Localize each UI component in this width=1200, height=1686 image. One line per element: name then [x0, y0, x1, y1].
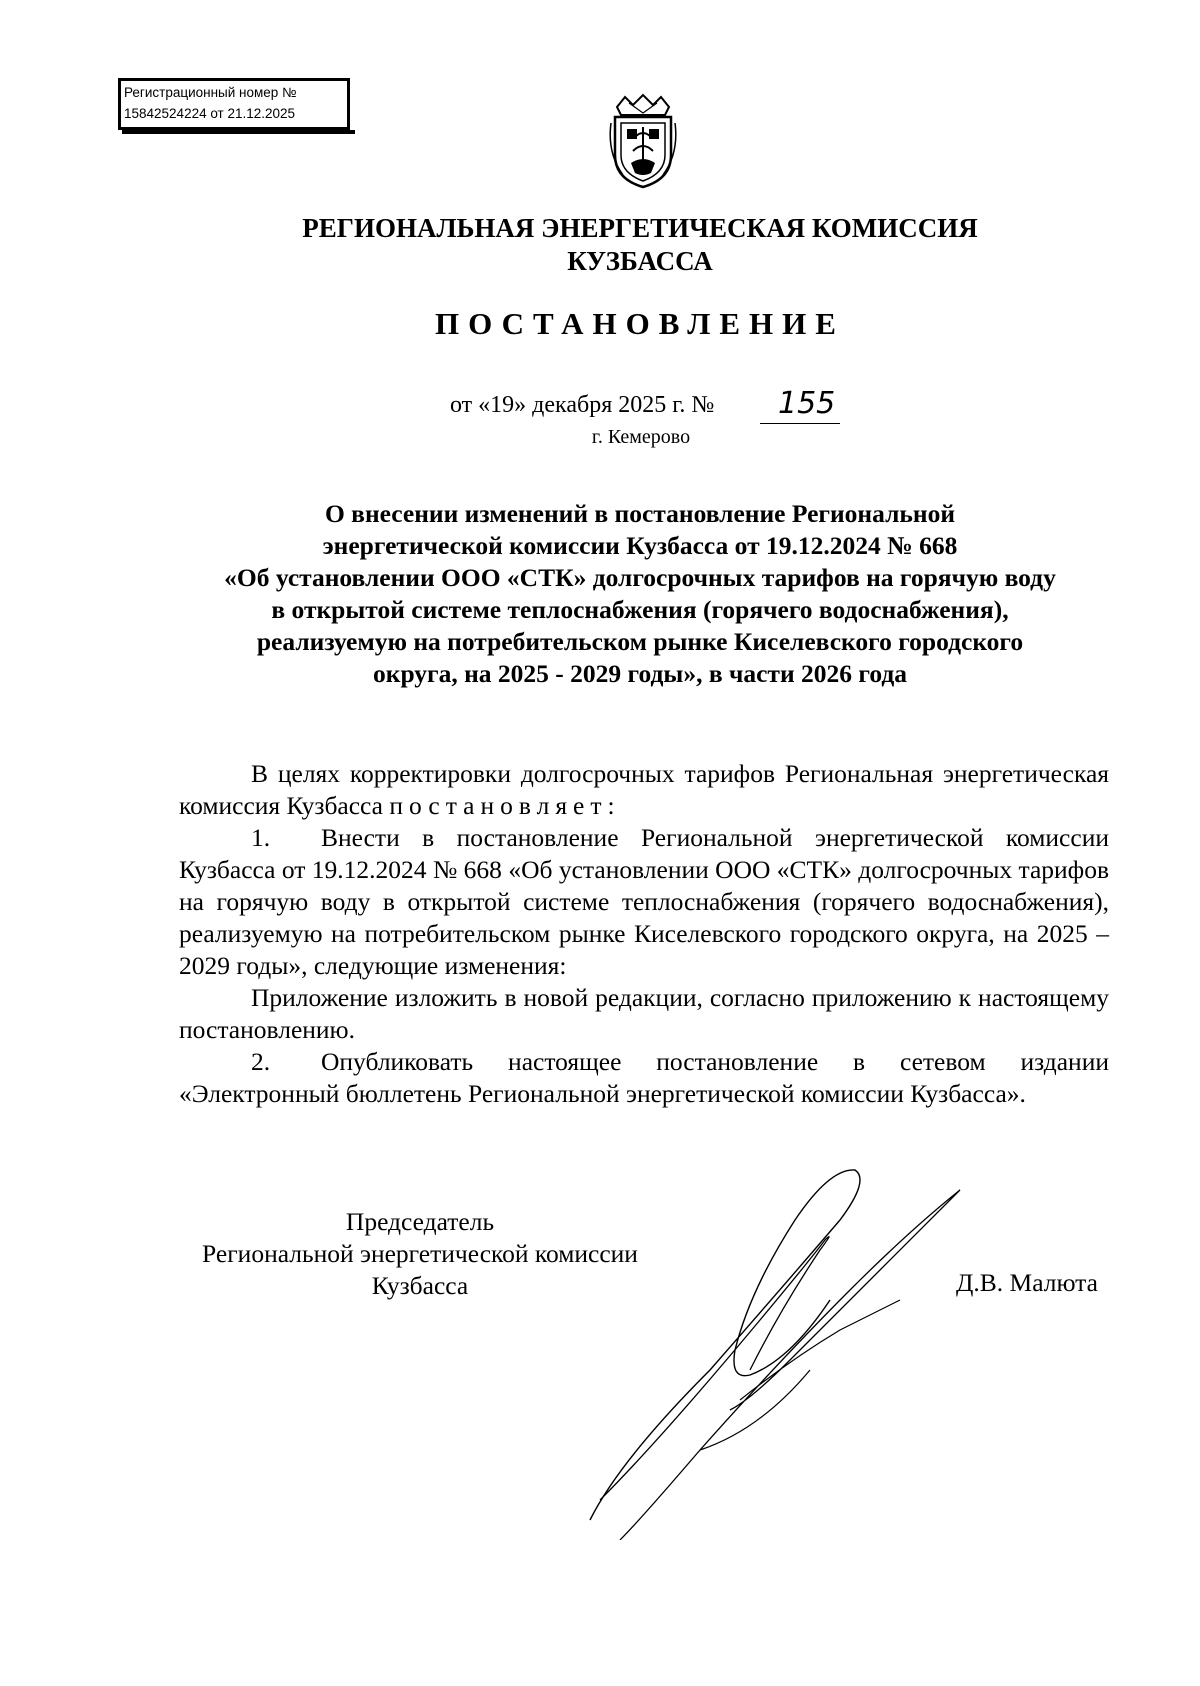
item-number: 1.: [251, 823, 271, 852]
handwritten-number: 155: [778, 386, 836, 421]
subject-line: энергетической комиссии Кузбасса от 19.12.2024 № 668: [322, 531, 958, 560]
intro-verb: постановляет:: [389, 791, 621, 820]
number-underline: [760, 423, 840, 425]
registration-stamp: [118, 78, 350, 130]
signatory-title-line: Кузбасса: [371, 1271, 469, 1300]
subject-line: в открытой системе теплоснабжения (горячего водоснабжения),: [271, 595, 1009, 624]
list-item: [179, 822, 1109, 982]
stamp-line-1: Регистрационный номер №: [124, 85, 297, 100]
item-sub-paragraph: Приложение изложить в новой редакции, согласно приложению к настоящему постановлению.: [179, 983, 1109, 1044]
org-line-2: КУЗБАССА: [567, 246, 713, 276]
document-type: ПОСТАНОВЛЕНИЕ: [435, 306, 845, 341]
signatory-title-line: Региональной энергетической комиссии: [202, 1239, 638, 1268]
document-number: [760, 386, 840, 426]
document-date: от «19» декабря 2025 г. №: [450, 392, 715, 418]
subject-line: О внесении изменений в постановление Региональной: [324, 499, 956, 528]
signatory-name: Д.В. Малюта: [956, 1268, 1098, 1297]
document-city: г. Кемерово: [591, 426, 691, 448]
list-item: [179, 1046, 1109, 1110]
intro-text: В целях корректировки долгосрочных тарифов Региональная энергетическая комиссия Кузбасса: [179, 759, 1109, 820]
item-number: 2.: [251, 1047, 271, 1076]
document-subject: [140, 498, 1140, 690]
handwritten-signature: [580, 1160, 1000, 1540]
document-body: [179, 758, 1109, 1110]
stamp-shadow: [122, 130, 355, 134]
item-text: Внести в постановление Региональной энергетической комиссии Кузбасса от 19.12.2024 № 668 «Об установлении ООО «СТК» долгосрочных тарифов на горячую воду в открытой системе теплоснабжения (горячего водоснабжения), реализуемую на потребительском рынке Киселевского городского округа, на 2025 – 2029 годы», следующие изменения:: [179, 823, 1109, 980]
signatory-title-line: Председатель: [345, 1207, 495, 1236]
organization-name: [40, 212, 1200, 278]
subject-line: реализуемую на потребительском рынке Киселевского городского: [256, 627, 1024, 656]
stamp-line-2: 15842524224 от 21.12.2025: [124, 106, 296, 121]
coat-of-arms-emblem: [603, 93, 683, 189]
intro-paragraph: [179, 758, 1109, 822]
org-line-1: РЕГИОНАЛЬНАЯ ЭНЕРГЕТИЧЕСКАЯ КОМИССИЯ: [302, 213, 978, 243]
subject-line: округа, на 2025 - 2029 годы», в части 2026 года: [373, 659, 907, 688]
item-text: Опубликовать настоящее постановление в сетевом издании «Электронный бюллетень Региональной энергетической комиссии Кузбасса».: [179, 1047, 1109, 1108]
subject-line: «Об установлении ООО «СТК» долгосрочных тарифов на горячую воду: [224, 563, 1056, 592]
